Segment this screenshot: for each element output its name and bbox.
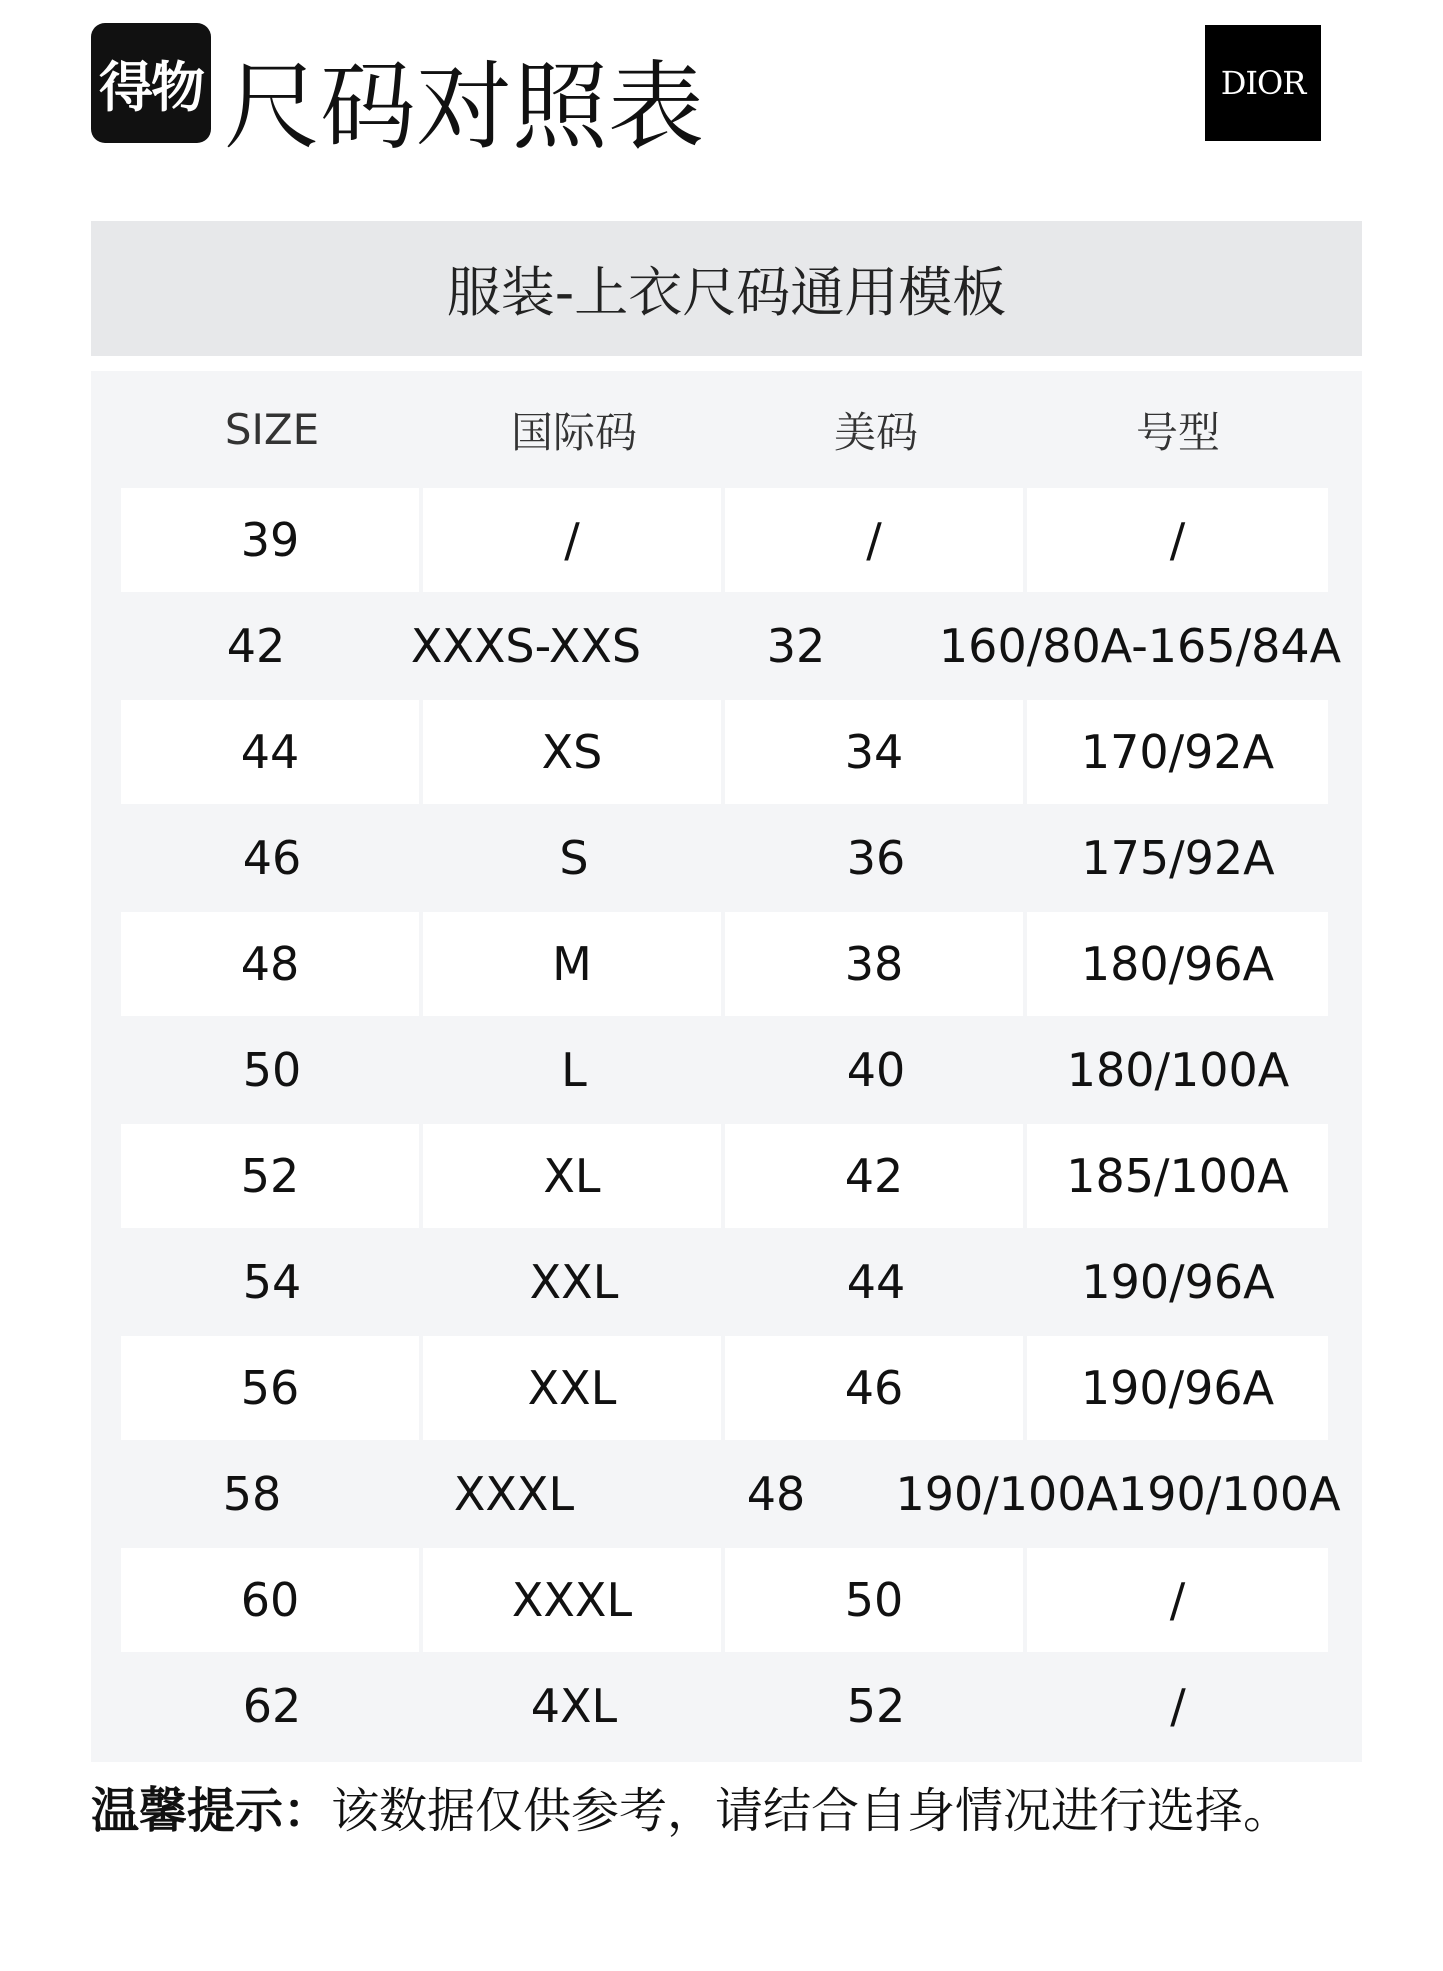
column-header-size: SIZE	[224, 405, 320, 454]
table-row	[121, 1654, 1328, 1758]
cell-us: 40	[846, 1043, 906, 1097]
cell-us: 44	[846, 1255, 906, 1309]
cell-body-type: 175/92A	[1081, 831, 1275, 885]
cell-us: 42	[725, 1124, 1023, 1228]
table-row	[121, 912, 1328, 1016]
table-row	[121, 1336, 1328, 1440]
footer-note	[91, 1772, 1291, 1841]
dewu-logo	[91, 23, 211, 143]
section-title-text: 服装-上衣尺码通用模板	[446, 261, 1007, 324]
cell-size: 46	[242, 831, 302, 885]
size-table	[91, 371, 1362, 1762]
cell-us: 46	[725, 1336, 1023, 1440]
cell-us: 38	[725, 912, 1023, 1016]
cell-international: 4XL	[530, 1679, 618, 1733]
cell-international: XXL	[423, 1336, 721, 1440]
cell-us: /	[725, 488, 1023, 592]
cell-international: XXXS-XXS	[410, 619, 642, 673]
cell-size: 52	[121, 1124, 419, 1228]
cell-body-type: 170/92A	[1027, 700, 1328, 804]
table-row	[121, 806, 1328, 910]
cell-size: 50	[242, 1043, 302, 1097]
column-header-body-type: 号型	[1135, 407, 1220, 457]
cell-body-type: 190/96A	[1081, 1255, 1275, 1309]
cell-international: XXXL	[423, 1548, 721, 1652]
column-header-us: 美码	[833, 407, 918, 457]
note-label: 温馨提示：	[91, 1783, 332, 1839]
brand-logo-text: DIOR	[1220, 64, 1306, 102]
table-row	[121, 700, 1328, 804]
cell-us: 48	[746, 1467, 806, 1521]
cell-body-type: 190/100A190/100A	[895, 1467, 1341, 1521]
brand-logo	[1205, 25, 1321, 141]
cell-us: 36	[846, 831, 906, 885]
cell-size: 56	[121, 1336, 419, 1440]
cell-international: XL	[423, 1124, 721, 1228]
cell-us: 32	[766, 619, 826, 673]
cell-international: M	[423, 912, 721, 1016]
cell-body-type: /	[1170, 1679, 1186, 1733]
table-row	[121, 1018, 1328, 1122]
cell-size: 62	[242, 1679, 302, 1733]
cell-size: 48	[121, 912, 419, 1016]
note-text: 该数据仅供参考，请结合自身情况进行选择。	[331, 1783, 1292, 1839]
cell-body-type: 190/96A	[1027, 1336, 1328, 1440]
table-row	[121, 1442, 1341, 1546]
cell-size: 60	[121, 1548, 419, 1652]
logo-text: 得物	[99, 55, 203, 119]
table-row	[121, 1230, 1328, 1334]
cell-size: 42	[226, 619, 286, 673]
cell-size: 54	[242, 1255, 302, 1309]
cell-body-type: /	[1027, 488, 1328, 592]
section-title	[91, 221, 1362, 356]
table-header-row	[121, 371, 1328, 488]
cell-international: XXXL	[453, 1467, 575, 1521]
cell-international: XS	[423, 700, 721, 804]
cell-us: 50	[725, 1548, 1023, 1652]
page-title: 尺码对照表	[224, 51, 704, 163]
cell-body-type: 180/100A	[1066, 1043, 1290, 1097]
table-row	[121, 1548, 1328, 1652]
cell-international: L	[561, 1043, 587, 1097]
cell-body-type: 160/80A-165/84A	[938, 619, 1342, 673]
cell-us: 52	[846, 1679, 906, 1733]
cell-body-type: 185/100A	[1027, 1124, 1328, 1228]
cell-body-type: 180/96A	[1027, 912, 1328, 1016]
table-row	[121, 488, 1328, 592]
column-header-international: 国际码	[510, 407, 637, 457]
cell-international: XXL	[529, 1255, 619, 1309]
cell-size: 44	[121, 700, 419, 804]
cell-us: 34	[725, 700, 1023, 804]
table-row	[121, 594, 1342, 698]
cell-international: S	[559, 831, 589, 885]
cell-size: 39	[121, 488, 419, 592]
table-row	[121, 1124, 1328, 1228]
cell-body-type: /	[1027, 1548, 1328, 1652]
cell-size: 58	[222, 1467, 282, 1521]
cell-international: /	[423, 488, 721, 592]
